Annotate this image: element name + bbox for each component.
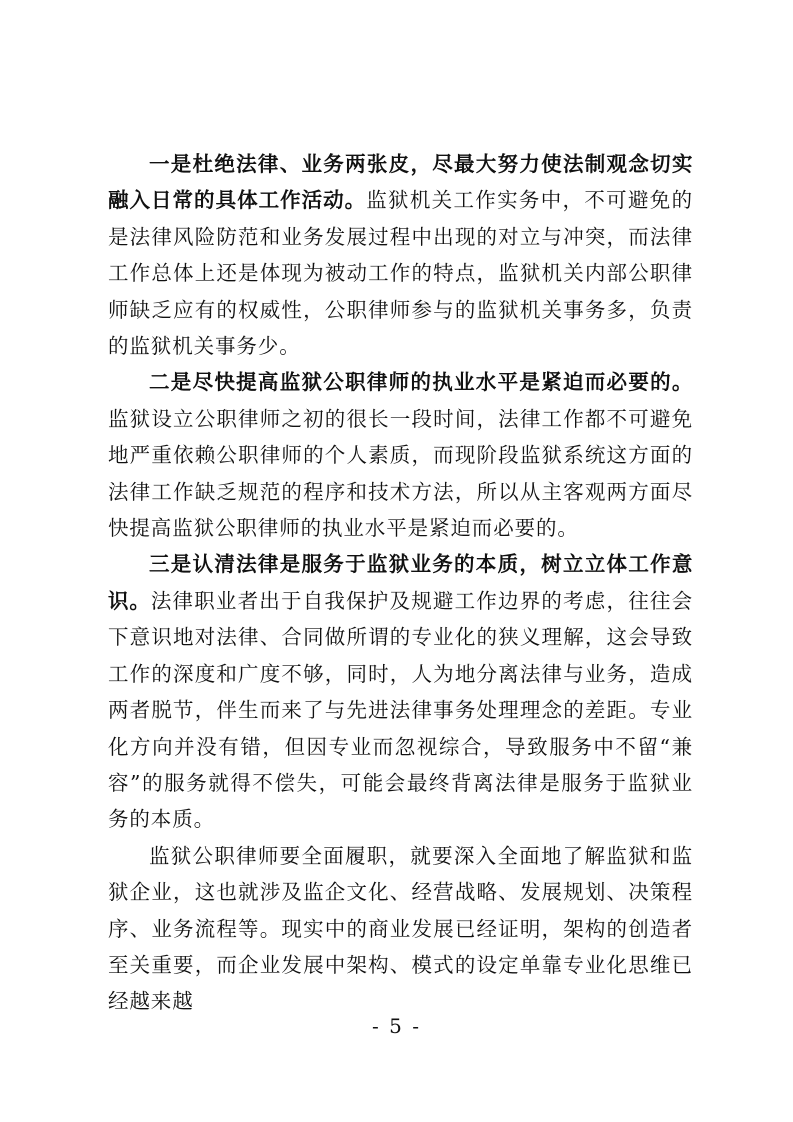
document-page <box>108 146 693 1020</box>
paragraph-2 <box>108 364 693 546</box>
paragraph-1 <box>108 146 693 364</box>
paragraph-1-lead: 一是杜绝法律、业务两张皮，尽最大努力使法制观念切实融入日常的具体工作活动。 <box>108 152 693 213</box>
paragraph-4-body: 监狱公职律师要全面履职，就要深入全面地了解监狱和监狱企业，这也就涉及监企文化、经营战略、发展规划、决策程序、业务流程等。现实中的商业发展已经证明，架构的创造者至关重要，而企业发展中架构、模式的设定单靠专业化思维已经越来越 <box>108 843 693 1014</box>
paragraph-2-lead: 二是尽快提高监狱公职律师的执业水平是紧迫而必要的。 <box>149 370 693 395</box>
paragraph-3-lead: 三是认清法律是服务于监狱业务的本质，树立立体工作意识。 <box>108 552 693 613</box>
paragraph-2-body: 监狱设立公职律师之初的很长一段时间，法律工作都不可避免地严重依赖公职律师的个人素质，而现阶段监狱系统这方面的法律工作缺乏规范的程序和技术方法，所以从主客观两方面尽快提高监狱公职律师的执业水平是紧迫而必要的。 <box>108 406 693 541</box>
paragraph-3-body: 法律职业者出于自我保护及规避工作边界的考虑，往往会下意识地对法律、合同做所谓的专业化的狭义理解，这会导致工作的深度和广度不够，同时，人为地分离法律与业务，造成两者脱节，伴生而来了与先进法律事务处理理念的差距。专业化方向并没有错，但因专业而忽视综合，导致服务中不留“兼容”的服务就得不偿失，可能会最终背离法律是服务于监狱业务的本质。 <box>108 588 694 832</box>
paragraph-4 <box>108 838 693 1020</box>
paragraph-3 <box>108 546 693 837</box>
page-number: - 5 - <box>372 1014 421 1038</box>
paragraph-1-body: 监狱机关工作实务中，不可避免的是法律风险防范和业务发展过程中出现的对立与冲突，而法律工作总体上还是体现为被动工作的特点，监狱机关内部公职律师缺乏应有的权威性，公职律师参与的监狱机关事务多，负责的监狱机关事务少。 <box>108 188 694 359</box>
